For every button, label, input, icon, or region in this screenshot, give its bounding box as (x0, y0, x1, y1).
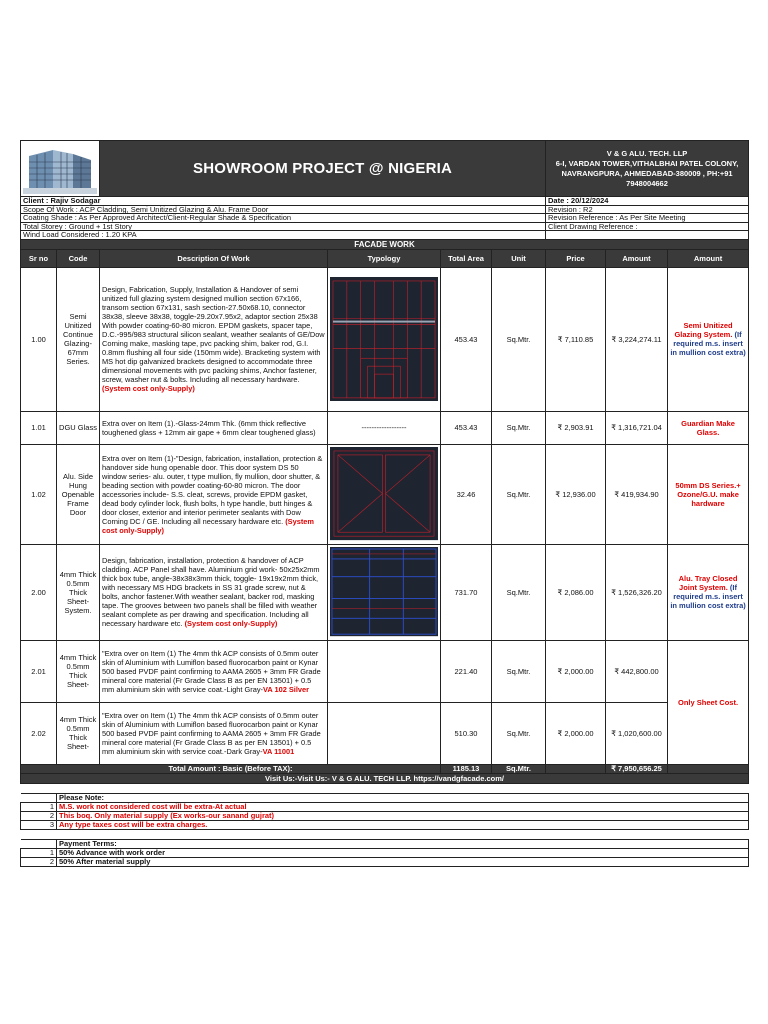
amount: ₹ 1,526,326.20 (606, 544, 668, 640)
note-item: This boq. Only material supply (Ex works-our sanand gujrat) (57, 811, 749, 820)
item-description: "Extra over on Item (1) The 4mm thk ACP consists of 0.5mm outer skin of Aluminium with Lumiflon based fluorocarbon paint or Kynar 500 based PVDF paint confirming to AAMA 2605 + 3mm FR Grade mineral core material (Fr Grade Class B as per EN 13501) + 0.5 mm aluminium skin with service coat.-Light Gray-VA 102 Silver (100, 640, 328, 702)
table-row (21, 702, 749, 764)
table-row (21, 411, 749, 444)
acp-cladding-elevation-icon (330, 547, 438, 636)
total-area: 32.46 (441, 444, 492, 544)
price: ₹ 2,086.00 (546, 544, 606, 640)
item-code: 4mm Thick 0.5mm Thick Sheet- System. (57, 544, 100, 640)
amount: ₹ 3,224,274.11 (606, 267, 668, 411)
quote-date: Date : 20/12/2024 (546, 197, 749, 206)
item-description: Design, fabrication, installation, protection & handover of ACP cladding. ACP Panel shall have. Aluminium grid work- 50x25x2mm thick box tube, angle-38x38x3mm thick, toggle- 19x19x2mm thick, with necessary MS HDG brackets in SS 31 grade screw, nut & bolts, anchor fastener.With weather sealant, backer rod, masking tape. The grooves between two panels shall be filled with weather sealant complete as per drawing and specification. Including all necessary hardware etc. (System cost only-Supply) (100, 544, 328, 640)
remark: Alu. Tray Closed Joint System. (If required m.s. insert in mullion cost extra) (668, 544, 749, 640)
curtain-wall-elevation-icon (330, 277, 438, 402)
company-logo (21, 141, 100, 197)
notes-title: Please Note: (57, 793, 749, 802)
note-item: M.S. work not considered cost will be extra-At actual (57, 802, 749, 811)
typology-drawing (328, 544, 441, 640)
total-row (21, 764, 749, 773)
sr-no: 1.00 (21, 267, 57, 411)
col-header-unit: Unit (492, 249, 546, 267)
item-description: Design, Fabrication, Supply, Installation & Handover of semi unitized full glazing system designed mullion section 67x166, transom section 67x131, sash section-27.50x68.10, connector 38x38, sleeve 38x38, toggle-29.20x7.95x2, adaptor section 25x38 With powder coating-60-80 micron. EPDM gaskets, spacer tape, D.C.-995/983 structural silicon sealant, weather sealants of GE/Dow Corning make, masking tape, pvc packing shim, baker rod, G.I. 0.8mm flushing all four side (150mm wide). Bracketing system with MS hot dip galvanized brackets designed to accommodate three dimensional movements with pvc packing shims, Anchor fastener, screw, washer nut & bolts. Including all necessary hardware. (System cost only-Supply) (100, 267, 328, 411)
sr-no: 2.01 (21, 640, 57, 702)
total-amount: ₹ 7,950,656.25 (606, 764, 668, 773)
col-header-area: Total Area (441, 249, 492, 267)
client-name: Client : Rajiv Sodagar (21, 197, 546, 206)
remark: Guardian Make Glass. (668, 411, 749, 444)
note-number: 3 (21, 820, 57, 829)
item-code: Semi Unitized Continue Glazing- 67mm Series. (57, 267, 100, 411)
column-header-row (21, 249, 749, 267)
price: ₹ 12,936.00 (546, 444, 606, 544)
table-row (21, 640, 749, 702)
revision-reference: Revision Reference : As Per Site Meeting (546, 214, 749, 223)
unit: Sq.Mtr. (492, 444, 546, 544)
amount: ₹ 419,934.90 (606, 444, 668, 544)
coating-shade: Coating Shade : As Per Approved Architect/Client-Regular Shade & Specification (21, 214, 546, 223)
col-header-price: Price (546, 249, 606, 267)
col-header-description: Description Of Work (100, 249, 328, 267)
payment-number: 2 (21, 857, 57, 866)
scope-of-work: Scope Of Work : ACP Cladding, Semi Unitized Glazing & Alu. Frame Door (21, 205, 546, 214)
sr-no: 1.01 (21, 411, 57, 444)
page-title: SHOWROOM PROJECT @ NIGERIA (100, 141, 546, 197)
sr-no: 1.02 (21, 444, 57, 544)
amount: ₹ 1,020,600.00 (606, 702, 668, 764)
unit: Sq.Mtr. (492, 411, 546, 444)
company-details (546, 141, 749, 197)
total-area: 510.30 (441, 702, 492, 764)
door-elevation-icon (330, 447, 438, 540)
unit: Sq.Mtr. (492, 267, 546, 411)
note-item: Any type taxes cost will be extra charges. (57, 820, 749, 829)
item-code: DGU Glass (57, 411, 100, 444)
price: ₹ 2,903.91 (546, 411, 606, 444)
price: ₹ 2,000.00 (546, 702, 606, 764)
unit: Sq.Mtr. (492, 640, 546, 702)
payment-term: 50% Advance with work order (57, 848, 749, 857)
note-number: 1 (21, 802, 57, 811)
total-label: Total Amount : Basic (Before TAX): (21, 764, 441, 773)
quotation-sheet (20, 140, 748, 867)
company-address-line2: NAVRANGPURA, AHMEDABAD-380009 , PH:+91 7948004662 (561, 168, 733, 188)
company-name: V & G ALU. TECH. LLP (606, 148, 688, 158)
sr-no: 2.02 (21, 702, 57, 764)
total-area: 453.43 (441, 267, 492, 411)
total-area: 221.40 (441, 640, 492, 702)
note-number: 2 (21, 811, 57, 820)
remark: 50mm DS Series.+ Ozone/G.U. make hardware (668, 444, 749, 544)
typology-drawing (328, 444, 441, 544)
item-code: Alu. Side Hung Openable Frame Door (57, 444, 100, 544)
section-title: FACADE WORK (21, 239, 749, 249)
item-code: 4mm Thick 0.5mm Thick Sheet- (57, 702, 100, 764)
table-row (21, 544, 749, 640)
building-logo-icon (23, 144, 97, 194)
price: ₹ 7,110.85 (546, 267, 606, 411)
col-header-typology: Typology (328, 249, 441, 267)
total-storey: Total Storey : Ground + 1st Story (21, 222, 546, 231)
item-description: "Extra over on Item (1) The 4mm thk ACP consists of 0.5mm outer skin of Aluminium with Lumiflon based fluorocarbon paint or Kynar 500 based PVDF paint confirming to AAMA 2605 + 3mm FR Grade mineral core material (Fr Grade Class B as per EN 13501) + 0.5 mm aluminium skin with service coat.-Dark Gray-VA 11001 (100, 702, 328, 764)
typology-drawing (328, 267, 441, 411)
company-address-line1: 6-I, VARDAN TOWER,VITHALBHAI PATEL COLONY, (555, 158, 739, 168)
wind-load: Wind Load Considered : 1.20 KPA (21, 231, 546, 240)
sr-no: 2.00 (21, 544, 57, 640)
payment-term: 50% After material supply (57, 857, 749, 866)
remark: Only Sheet Cost. (668, 640, 749, 764)
col-header-amount: Amount (606, 249, 668, 267)
table-row (21, 267, 749, 411)
item-code: 4mm Thick 0.5mm Thick Sheet- (57, 640, 100, 702)
table-row (21, 444, 749, 544)
payment-number: 1 (21, 848, 57, 857)
unit: Sq.Mtr. (492, 702, 546, 764)
amount: ₹ 1,316,721.04 (606, 411, 668, 444)
total-unit: Sq.Mtr. (492, 764, 546, 773)
revision: Revision : R2 (546, 205, 749, 214)
amount: ₹ 442,800.00 (606, 640, 668, 702)
client-drawing-reference: Client Drawing Reference : (546, 222, 749, 231)
item-description: Extra over on Item (1)-"Design, fabrication, installation, protection & handover side hung openable door. This door system DS 50 window series- alu. outer, t type mullion, fly mullion, door shutter, & beading section with powder coating-60-80 micron. The door accessories include- S.S. cleat, screws, provide EPDM gasket, dead body cylinder lock, flush bolts, h type handle, butt hinges & door closer, exterior and interior perimeter sealants with Dow Corning DC / GE. Including all necessary hardware etc. (System cost only-Supply) (100, 444, 328, 544)
total-area: 453.43 (441, 411, 492, 444)
website-link[interactable]: Visit Us:-Visit Us:- V & G ALU. TECH LLP. https://vandgfacade.com/ (21, 773, 749, 783)
total-area: 731.70 (441, 544, 492, 640)
total-area-sum: 1185.13 (441, 764, 492, 773)
remark: Semi Unitized Glazing System. (If required m.s. insert in mullion cost extra) (668, 267, 749, 411)
payment-terms-title: Payment Terms: (57, 839, 749, 848)
typology-placeholder: ------------------ (328, 411, 441, 444)
col-header-sr: Sr no (21, 249, 57, 267)
price: ₹ 2,000.00 (546, 640, 606, 702)
item-description: Extra over on Item (1).-Glass-24mm Thk. (6mm thick reflective toughened glass + 12mm air gape + 6mm clear toughened glass) (100, 411, 328, 444)
col-header-amount-remark: Amount (668, 249, 749, 267)
unit: Sq.Mtr. (492, 544, 546, 640)
col-header-code: Code (57, 249, 100, 267)
